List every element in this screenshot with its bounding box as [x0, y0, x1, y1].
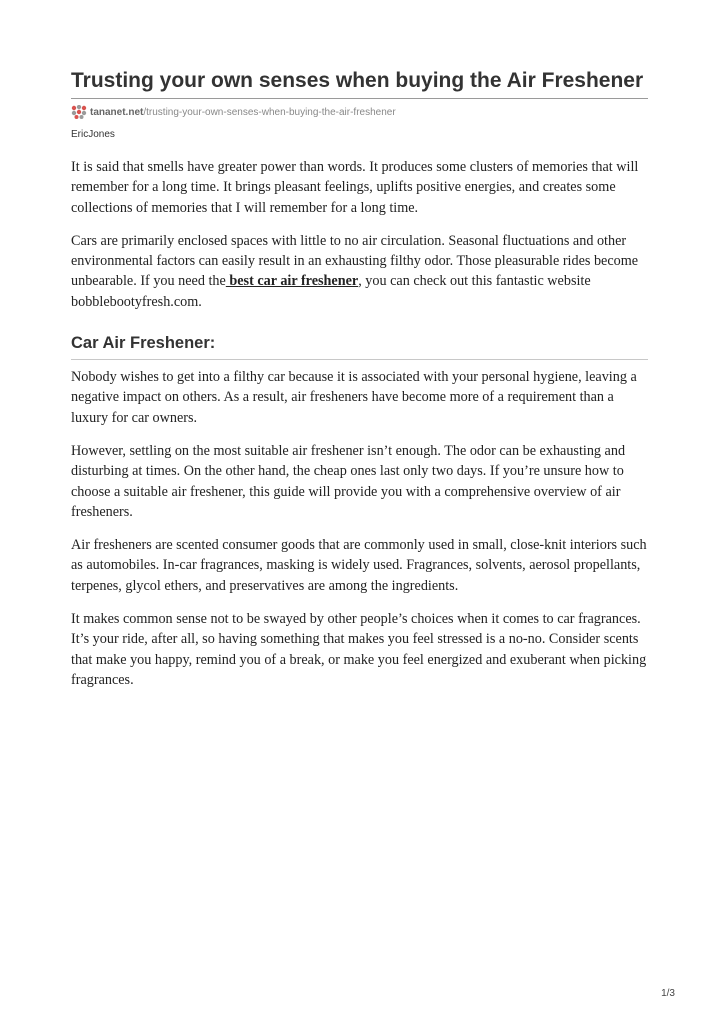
page-title: Trusting your own senses when buying the Air Freshener: [71, 68, 648, 99]
document-page: [71, 68, 648, 690]
section-paragraph-2: However, settling on the most suitable air freshener isn’t enough. The odor can be exhausting and disturbing at times. On the other hand, the cheap ones last only two days. If you’re unsure how to choose a suitable air freshener, this guide will provide you with a comprehensive overview of air fresheners.: [71, 442, 626, 520]
source-domain[interactable]: tananet.net: [90, 106, 144, 118]
section-heading: Car Air Freshener:: [71, 334, 648, 360]
intro-paragraph-2-text: Cars are primarily enclosed spaces with little to no air circulation. Seasonal fluctuations and other environmental factors can easily result in an exhausting filthy odor. Those pleasurable rides become unbearable. If you need the: [71, 232, 639, 290]
section-paragraph-3: Air fresheners are scented consumer goods that are commonly used in small, close-knit interiors such as automobiles. In-car fragrances, masking is widely used. Fragrances, solvents, aerosol propellants, terpenes, glycol ethers, and preservatives are among the ingredients.: [71, 537, 647, 594]
source-path[interactable]: /trusting-your-own-senses-when-buying-the-air-freshener: [143, 106, 396, 118]
intro-paragraph-2: [71, 231, 648, 312]
page-number: 1/3: [661, 988, 675, 999]
tananet-logo-icon: [71, 105, 87, 119]
source-line: [71, 105, 648, 119]
section-paragraph-1: Nobody wishes to get into a filthy car because it is associated with your personal hygiene, leaving a negative impact on others. As a result, air fresheners have become more of a requirement than a luxury for car owners.: [71, 369, 637, 426]
best-car-air-freshener-link[interactable]: best car air freshener: [225, 273, 359, 290]
section-paragraph-4: It makes common sense not to be swayed by other people’s choices when it comes to car fragrances. It’s your ride, after all, so having something that makes you feel stressed is a no-no. Consider scents that make you happy, remind you of a break, or make you feel energized and exuberant when picking fragrances.: [71, 611, 647, 688]
intro-paragraph-1: It is said that smells have greater power than words. It produces some clusters of memories that will remember for a long time. It brings pleasant feelings, uplifts positive energies, and creates some collections of memories that I will remember for a long time.: [71, 159, 639, 216]
author-name: EricJones: [71, 129, 115, 140]
intro-paragraph-2-tail: , you can check out this fantastic website bobblebootyfresh.com.: [71, 273, 591, 310]
